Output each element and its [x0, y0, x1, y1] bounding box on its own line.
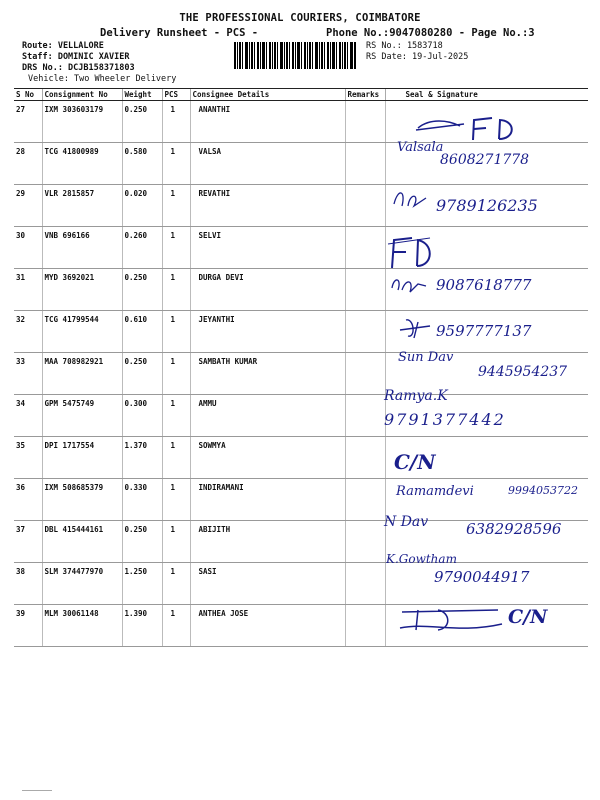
- phone-jeyanthi: 9597777137: [436, 322, 532, 340]
- signature-revathi: [390, 186, 436, 212]
- remarks-cell: [345, 395, 385, 437]
- weight-cell: 0.250: [122, 269, 162, 311]
- sno-cell: 34: [14, 395, 42, 437]
- col-consignee: Consignee Details: [190, 89, 345, 101]
- phone-page-info: Phone No.:9047080280 - Page No.:3: [326, 27, 535, 39]
- pcs-cell: 1: [162, 311, 190, 353]
- fd-stamp-selvi: [386, 232, 436, 272]
- remarks-cell: [345, 269, 385, 311]
- weight-cell: 1.370: [122, 437, 162, 479]
- col-weight: Weight: [122, 89, 162, 101]
- sno-cell: 31: [14, 269, 42, 311]
- col-remarks: Remarks: [345, 89, 385, 101]
- remarks-cell: [345, 437, 385, 479]
- weight-cell: 0.260: [122, 227, 162, 269]
- remarks-cell: [345, 143, 385, 185]
- vehicle-label: Vehicle: Two Wheeler Delivery: [28, 74, 177, 84]
- weight-cell: 0.250: [122, 521, 162, 563]
- consignee-cell: SOWMYA: [190, 437, 345, 479]
- pcs-cell: 1: [162, 605, 190, 647]
- signature-valsa: Valsala: [397, 140, 444, 155]
- consignee-cell: INDIRAMANI: [190, 479, 345, 521]
- rs-number: RS No.: 1583718: [366, 41, 443, 51]
- pcs-cell: 1: [162, 269, 190, 311]
- remarks-cell: [345, 521, 385, 563]
- pcs-cell: 1: [162, 353, 190, 395]
- phone-ammu: 9791377442: [384, 410, 506, 429]
- rs-date: RS Date: 19-Jul-2025: [366, 52, 469, 62]
- staff-label: Staff: DOMINIC XAVIER: [22, 52, 130, 62]
- remarks-cell: [345, 605, 385, 647]
- consignment-cell: DPI 1717554: [42, 437, 122, 479]
- sno-cell: 32: [14, 311, 42, 353]
- remarks-cell: [345, 353, 385, 395]
- sno-cell: 28: [14, 143, 42, 185]
- page-edge-mark: [22, 790, 52, 791]
- sno-cell: 27: [14, 101, 42, 143]
- sno-cell: 29: [14, 185, 42, 227]
- consignment-cell: TCG 41799544: [42, 311, 122, 353]
- weight-cell: 0.610: [122, 311, 162, 353]
- sno-cell: 36: [14, 479, 42, 521]
- company-title: THE PROFESSIONAL COURIERS, COIMBATORE: [179, 12, 421, 24]
- weight-cell: 0.250: [122, 101, 162, 143]
- pcs-cell: 1: [162, 437, 190, 479]
- remarks-cell: [345, 563, 385, 605]
- runsheet-title: Delivery Runsheet - PCS -: [100, 27, 259, 39]
- col-sno: S No: [14, 89, 42, 101]
- pcs-cell: 1: [162, 521, 190, 563]
- consignee-cell: JEYANTHI: [190, 311, 345, 353]
- consignee-cell: ANANTHI: [190, 101, 345, 143]
- cn-mark-anthea: C/N: [508, 606, 548, 628]
- consignment-cell: MLM 30061148: [42, 605, 122, 647]
- consignee-cell: DURGA DEVI: [190, 269, 345, 311]
- weight-cell: 0.250: [122, 353, 162, 395]
- weight-cell: 1.390: [122, 605, 162, 647]
- consignee-cell: ABIJITH: [190, 521, 345, 563]
- weight-cell: 0.020: [122, 185, 162, 227]
- signature-ammu: Ramya.K: [384, 388, 448, 404]
- consignment-cell: SLM 374477970: [42, 563, 122, 605]
- consignee-cell: ANTHEA JOSE: [190, 605, 345, 647]
- consignment-cell: TCG 41800989: [42, 143, 122, 185]
- col-consignment: Consignment No: [42, 89, 122, 101]
- remarks-cell: [345, 227, 385, 269]
- sno-cell: 38: [14, 563, 42, 605]
- consignment-cell: VNB 696166: [42, 227, 122, 269]
- cn-mark-sowmya: C/N: [394, 450, 436, 474]
- consignee-cell: SAMBATH KUMAR: [190, 353, 345, 395]
- phone-sasi: 9790044917: [434, 568, 530, 586]
- weight-cell: 1.250: [122, 563, 162, 605]
- phone-indiramani: 9994053722: [508, 484, 578, 497]
- consignee-cell: SELVI: [190, 227, 345, 269]
- sno-cell: 30: [14, 227, 42, 269]
- consignee-cell: REVATHI: [190, 185, 345, 227]
- phone-revathi: 9789126235: [436, 196, 538, 215]
- col-pcs: PCS: [162, 89, 190, 101]
- table-row: [14, 227, 588, 269]
- rs-info: [366, 41, 468, 63]
- col-signature: Seal & Signature: [385, 89, 588, 101]
- remarks-cell: [345, 185, 385, 227]
- consignment-cell: MYD 3692021: [42, 269, 122, 311]
- table-row: [14, 437, 588, 479]
- weight-cell: 0.300: [122, 395, 162, 437]
- signature-sambath: Sun Dav: [398, 350, 454, 365]
- phone-valsa: 8608271778: [440, 152, 530, 168]
- consignment-cell: IXM 303603179: [42, 101, 122, 143]
- pcs-cell: 1: [162, 185, 190, 227]
- barcode: [234, 42, 356, 69]
- consignee-cell: SASI: [190, 563, 345, 605]
- signature-indiramani: Ramamdevi: [396, 484, 474, 499]
- remarks-cell: [345, 101, 385, 143]
- pcs-cell: 1: [162, 101, 190, 143]
- signature-sasi: K.Gowtham: [386, 552, 457, 566]
- pcs-cell: 1: [162, 395, 190, 437]
- phone-sambath: 9445954237: [478, 364, 568, 380]
- consignment-cell: GPM 5475749: [42, 395, 122, 437]
- pcs-cell: 1: [162, 479, 190, 521]
- consignment-cell: VLR 2815857: [42, 185, 122, 227]
- drs-number: DRS No.: DCJB158371803: [22, 63, 135, 73]
- signature-jeyanthi: [396, 316, 436, 340]
- fd-stamp-anthea: [398, 604, 508, 634]
- weight-cell: 0.580: [122, 143, 162, 185]
- remarks-cell: [345, 479, 385, 521]
- pcs-cell: 1: [162, 143, 190, 185]
- pcs-cell: 1: [162, 227, 190, 269]
- consignee-cell: VALSA: [190, 143, 345, 185]
- weight-cell: 0.330: [122, 479, 162, 521]
- sno-cell: 33: [14, 353, 42, 395]
- pcs-cell: 1: [162, 563, 190, 605]
- phone-abijith: 6382928596: [466, 520, 562, 538]
- route-label: Route: VELLALORE: [22, 41, 104, 51]
- consignment-cell: DBL 415444161: [42, 521, 122, 563]
- phone-durga: 9087618777: [436, 276, 532, 294]
- signature-abijith: N Dav: [384, 514, 429, 530]
- remarks-cell: [345, 311, 385, 353]
- table-row: [14, 479, 588, 521]
- sno-cell: 39: [14, 605, 42, 647]
- signature-durga: [388, 274, 432, 298]
- table-header-row: [14, 89, 588, 101]
- sno-cell: 35: [14, 437, 42, 479]
- consignee-cell: AMMU: [190, 395, 345, 437]
- consignment-cell: MAA 708982921: [42, 353, 122, 395]
- consignment-cell: IXM 508685379: [42, 479, 122, 521]
- sno-cell: 37: [14, 521, 42, 563]
- fd-stamp: [408, 110, 528, 144]
